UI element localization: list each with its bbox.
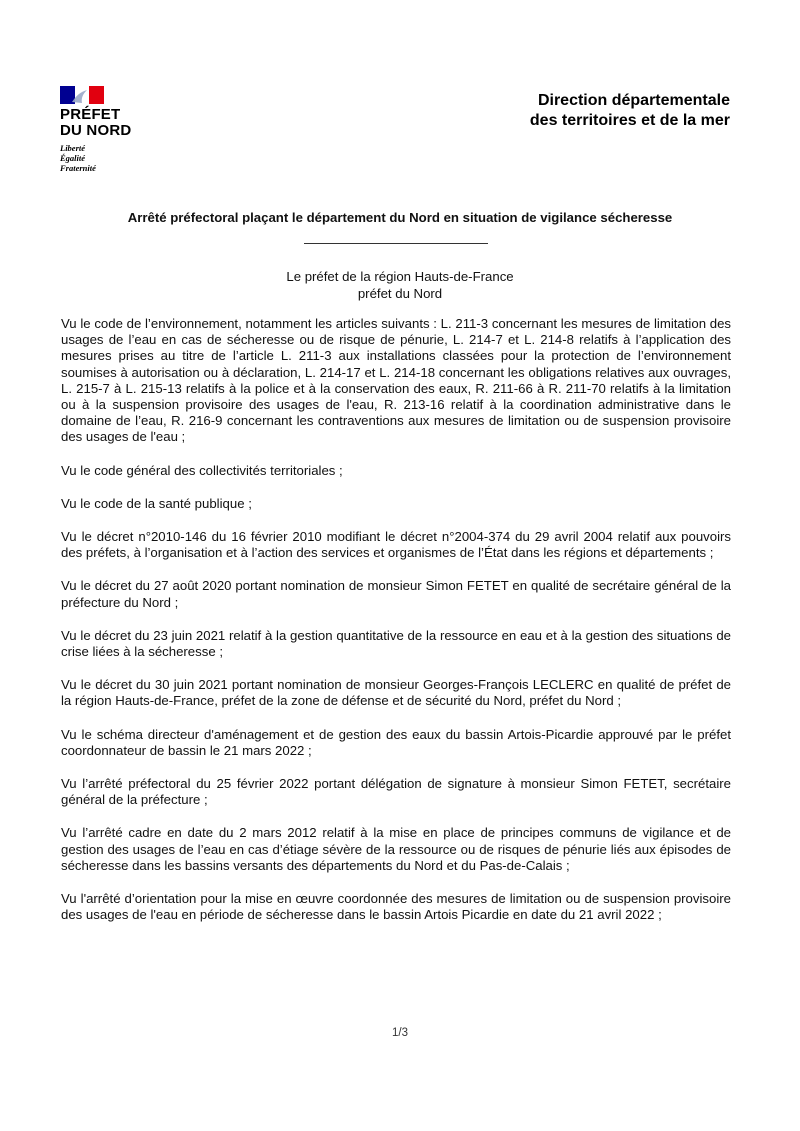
motto-fraternite: Fraternité (60, 163, 96, 173)
visa-paragraph: Vu le code de l’environnement, notamment les articles suivants : L. 211-3 concernant les mesures de limitation des usages de l’eau en cas de sécheresse ou de risque de pénurie, L. 214-7 et L. 214-8 relatifs à l’application des mesures prises au titre de l’article L. 211-3 aux installations classées pour la protection de l’environnement soumises à autorisation ou à déclaration, L. 214-17 et L. 214-18 concernant les obligations relatives aux ouvrages, L. 215-7 à L. 215-13 relatifs à la police et à la conservation des eaux, R. 211-66 à R. 211-70 relatifs à la limitation ou à la suspension provisoire des usages de l'eau, R. 213-16 relatif à la coordination administrative dans le domaine de l’eau, R. 216-9 concernant les contraventions aux mesures de limitation ou de suspension provisoire des usages de l'eau ; (61, 316, 731, 445)
visa-paragraph: Vu l’arrêté cadre en date du 2 mars 2012 relatif à la mise en place de principes communs de vigilance et de gestion des usages de l’eau en cas d’étiage sévère de la ressource ou de risques de pénurie liés aux épisodes de sécheresse dans les bassins versants des départements du Nord et du Pas-de-Calais ; (61, 825, 731, 873)
visa-paragraph: Vu l'arrêté d’orientation pour la mise en œuvre coordonnée des mesures de limitation ou de suspension provisoire des usages de l'eau en période de sécheresse dans le bassin Artois Picardie en date du 21 avril 2022 ; (61, 891, 731, 923)
visa-paragraph: Vu l’arrêté préfectoral du 25 février 2022 portant délégation de signature à monsieur Simon FETET, secrétaire général de la préfecture ; (61, 776, 731, 808)
signatory-line2: préfet du Nord (357, 286, 443, 301)
logo-title (60, 107, 170, 139)
logo-title-line1: PRÉFET (60, 106, 121, 123)
service-name-line2: des territoires et de la mer (529, 112, 730, 129)
visa-paragraph: Vu le code de la santé publique ; (61, 495, 252, 511)
signatory-line1: Le préfet de la région Hauts-de-France (286, 269, 514, 284)
visa-paragraph: Vu le décret du 27 août 2020 portant nomination de monsieur Simon FETET en qualité de secrétaire général de la préfecture du Nord ; (61, 578, 731, 610)
visa-paragraph: Vu le décret du 30 juin 2021 portant nomination de monsieur Georges-François LECLERC en qualité de préfet de la région Hauts-de-France, préfet de la zone de défense et de sécurité du Nord, préfet du Nord ; (61, 677, 731, 709)
visa-paragraph: Vu le schéma directeur d'aménagement et de gestion des eaux du bassin Artois-Picardie approuvé par le préfet coordonnateur de bassin le 21 mars 2022 ; (61, 726, 731, 758)
logo-motto (60, 143, 170, 173)
logo-title-line2: DU NORD (60, 122, 132, 139)
visa-paragraph: Vu le décret du 23 juin 2021 relatif à la gestion quantitative de la ressource en eau et à la gestion des situations de crise liées à la sécheresse ; (61, 627, 731, 660)
prefecture-logo (60, 86, 170, 173)
signatory (0, 268, 800, 302)
marianne-flag-icon (60, 86, 104, 104)
service-name-line1: Direction départementale (537, 92, 730, 109)
document-body (61, 316, 731, 940)
title-divider (304, 243, 488, 244)
document-title: Arrêté préfectoral plaçant le département du Nord en situation de vigilance sécheresse (127, 210, 673, 225)
motto-liberte: Liberté (60, 143, 86, 153)
page-number: 1/3 (392, 1027, 408, 1039)
visa-paragraph: Vu le décret n°2010-146 du 16 février 2010 modifiant le décret n°2004-374 du 29 avril 2004 relatif aux pouvoirs des préfets, à l’organisation et à l’action des services et organismes de l’État dans les régions et départements ; (61, 529, 731, 561)
visa-paragraph: Vu le code général des collectivités territoriales ; (61, 462, 343, 478)
motto-egalite: Égalité (60, 153, 86, 163)
service-name (530, 91, 730, 131)
